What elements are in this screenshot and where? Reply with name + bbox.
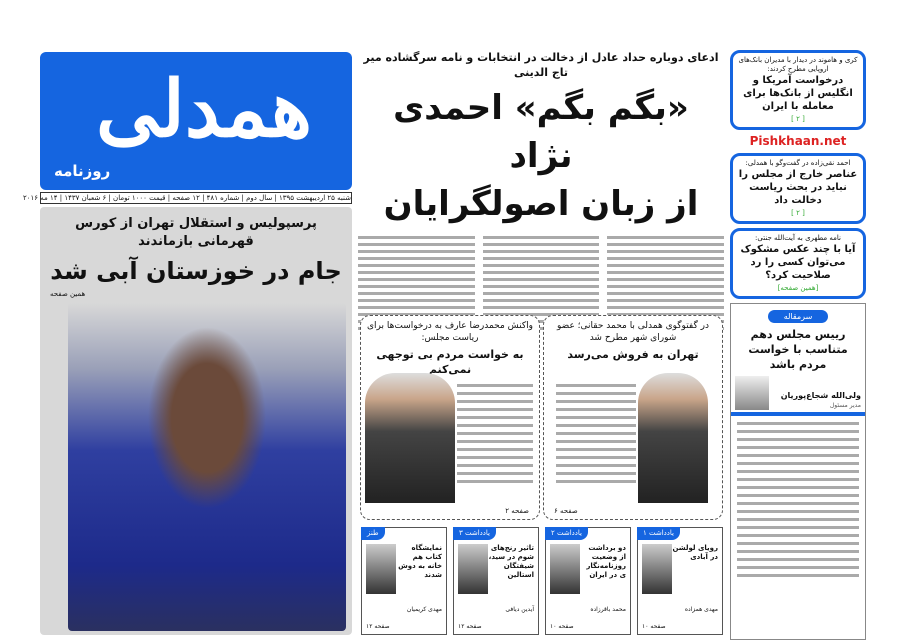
author-photo: [550, 544, 580, 594]
page-ref: صفحه ۲: [505, 507, 529, 515]
page-ref: [ ۲ ]: [791, 115, 805, 123]
sport-ref: همین صفحه: [50, 290, 86, 298]
speech-bubble[interactable]: [730, 50, 866, 130]
lead-story: [358, 50, 724, 308]
page-ref: [ ۲ ]: [791, 209, 805, 217]
note-tag: یادداشت ۲: [545, 527, 588, 540]
sport-section: [40, 207, 352, 635]
editorial-text: [731, 416, 865, 583]
interview-box[interactable]: [360, 315, 540, 520]
watermark: Pishkhaan.net: [749, 134, 847, 148]
note-author: مهدی کریمیان: [406, 606, 442, 613]
interview-headline: تهران به فروش می‌رسد: [567, 348, 699, 361]
speech-bubble[interactable]: [730, 228, 866, 299]
note-box[interactable]: [545, 527, 631, 635]
author-photo: [642, 544, 672, 594]
bubble-headline: عناصر خارج از مجلس را نباید در بحث ریاست دخالت داد: [738, 169, 858, 206]
sport-kicker: پرسپولیس و استقلال تهران از کورس قهرمانی بازماندند: [75, 216, 317, 249]
editorial-author: ولی‌الله شجاع‌پوریان: [780, 391, 861, 400]
editorial-byline: [731, 372, 865, 412]
interview-kicker: واکنش محمدرضا عارف به درخواست‌ها برای ریاست مجلس:: [367, 321, 533, 343]
note-title: دو برداشت از وضعیت روزنامه‌نگاری در ایران: [586, 544, 626, 579]
interview-kicker: در گفتوگوی همدلی با محمد حقانی؛ عضو شورای شهر مطرح شد: [557, 321, 709, 343]
bubble-headline: درخواست آمریکا و انگلیس از بانک‌ها برای معامله با ایران: [743, 75, 853, 112]
note-tag: یادداشت ۳: [453, 527, 496, 540]
note-tag: طنز: [361, 527, 385, 540]
lead-kicker: ادعای دوباره حداد عادل از دخالت در انتخابات و نامه سرگشاده میر تاج الدینی: [363, 51, 719, 79]
speech-bubble[interactable]: [730, 153, 866, 224]
page-ref: صفحه ۱۲: [458, 623, 482, 630]
bubble-kicker: احمد نقی‌زاده در گفت‌وگو با همدلی:: [745, 159, 851, 167]
note-title: رویای لولشن در آبادی: [672, 544, 718, 561]
interview-box[interactable]: [543, 315, 723, 520]
interview-headline: به خواست مردم بی توجهی نمی‌کنم: [376, 348, 524, 376]
editorial-tag: سرمقاله: [768, 310, 828, 323]
page-ref: صفحه ۱۲: [366, 623, 390, 630]
logo-subtitle: روزنامه: [54, 162, 111, 180]
editorial-names: [773, 390, 861, 410]
lead-headline[interactable]: [358, 84, 724, 228]
editorial-role: مدیر مسئول: [829, 402, 861, 409]
page-ref: صفحه ۱۰: [550, 623, 574, 630]
note-box[interactable]: [361, 527, 447, 635]
sport-headline[interactable]: جام در خوزستان آبی شد: [50, 257, 342, 285]
note-tag: یادداشت ۱: [637, 527, 680, 540]
note-box[interactable]: [453, 527, 539, 635]
lead-headline-line-2: از زبان اصولگرایان: [383, 184, 699, 224]
lead-headline-line-1: «بگم بگم» احمدی نژاد: [393, 88, 689, 176]
team-celebration-photo: [68, 303, 346, 631]
editorial-box[interactable]: [730, 303, 866, 640]
editorial-headline: رییس مجلس دهم متناسب با خواست مردم باشد: [748, 328, 848, 371]
interview-text: [457, 384, 533, 483]
newspaper-logo: همدلی: [96, 64, 312, 155]
note-title: نمایشگاه کتاب هم خانه به دوش شدند: [398, 544, 442, 579]
date-strip: شنبه ۲۵ اردیبهشت ۱۳۹۵ | سال دوم | شماره ۴۸۱ | ۱۲ صفحه | قیمت ۱۰۰۰ تومان | ۶ شعبان ۱۴۳۷ | ۱۴ مه ۲۰۱۶: [23, 194, 351, 202]
portrait-photo: [638, 373, 708, 503]
note-box[interactable]: [637, 527, 723, 635]
portrait-photo: [365, 373, 455, 503]
page-ref: صفحه ۶: [554, 507, 578, 515]
bubble-headline: آیا با چند عکس مشکوک می‌توان کسی را رد صلاحیت کرد؟: [740, 244, 856, 281]
author-photo: [735, 376, 769, 410]
bubble-kicker: کری و هاموند در دیدار با مدیران بانک‌های اروپایی مطرح کردند:: [738, 56, 858, 73]
page-ref: صفحه ۱۰: [642, 623, 666, 630]
bubble-kicker: نامه مطهری به آیت‌الله جنتی:: [755, 234, 841, 242]
masthead: [40, 52, 352, 190]
note-author: محمد باقرزاده: [590, 606, 626, 613]
author-photo: [366, 544, 396, 594]
author-photo: [458, 544, 488, 594]
note-author: مهدی همزاده: [684, 606, 718, 613]
page-ref: [همین صفحه]: [777, 284, 819, 292]
note-title: تاثیر رنج‌های شوم در سید، شیفتگان استالین: [488, 544, 534, 579]
note-author: آیدین دیافی: [505, 606, 534, 613]
right-column: [730, 50, 866, 640]
interview-text: [556, 384, 636, 483]
